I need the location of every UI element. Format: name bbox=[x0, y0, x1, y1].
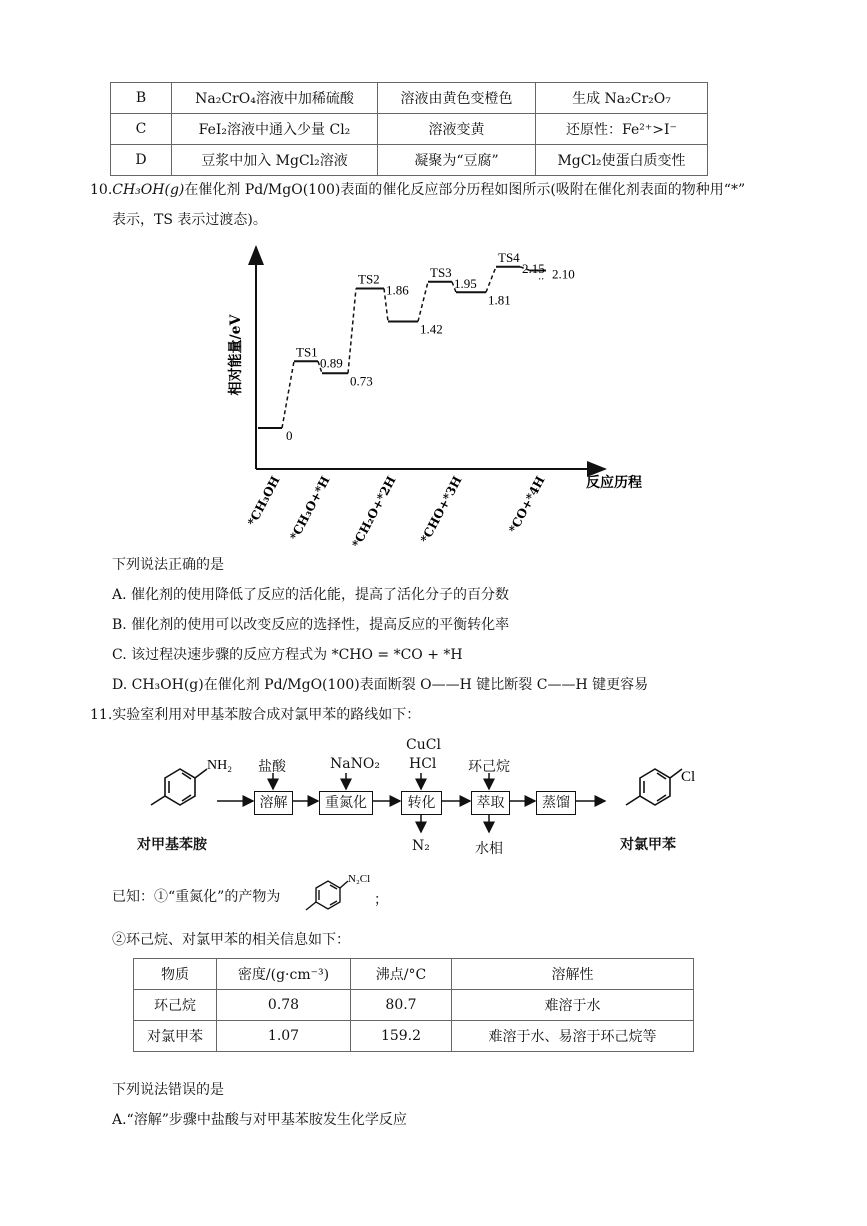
value-label-7: 2.15 bbox=[522, 260, 545, 276]
reagent-hcl: HCl bbox=[409, 756, 437, 772]
cell-r2-density: 1.07 bbox=[217, 1021, 351, 1052]
value-label-0: 0 bbox=[286, 428, 293, 443]
properties-table bbox=[133, 958, 694, 1052]
q11-stem bbox=[90, 705, 420, 725]
step-dissolve-box: 溶解 bbox=[254, 791, 293, 815]
x-axis-label: 反应历程 bbox=[586, 475, 642, 491]
x-category-2: *CH₂O+*2H bbox=[349, 473, 399, 551]
q10-stem-line2: 表示，TS 表示过渡态)。 bbox=[112, 212, 267, 228]
concl-c: 还原性：Fe²⁺>I⁻ bbox=[536, 114, 708, 145]
x-category-0: *CH₃OH bbox=[244, 473, 283, 529]
th-substance: 物质 bbox=[134, 959, 217, 990]
concl-b: 生成 Na₂Cr₂O₇ bbox=[536, 83, 708, 114]
concl-d: MgCl₂使蛋白质变性 bbox=[536, 145, 708, 176]
value-label-4: 1.42 bbox=[420, 321, 443, 337]
ts-label-0: TS1 bbox=[296, 344, 318, 360]
step-convert-box: 转化 bbox=[401, 791, 442, 815]
reagent-cyclohexane: 环己烷 bbox=[468, 759, 510, 775]
th-density: 密度/(g·cm⁻³) bbox=[217, 959, 351, 990]
dots-mark: ·· bbox=[538, 274, 545, 286]
opt-c: C bbox=[111, 114, 172, 145]
q11-number: 11. bbox=[90, 707, 113, 723]
exp-b: Na₂CrO₄溶液中加稀硫酸 bbox=[172, 83, 378, 114]
q10-option-c: C. 该过程决速步骤的反应方程式为 *CHO = *CO + *H bbox=[112, 647, 463, 663]
q10-option-a: A. 催化剂的使用降低了反应的活化能，提高了活化分子的百分数 bbox=[112, 587, 510, 603]
diazonium-group: N₂Cl bbox=[348, 873, 371, 885]
exp-c: FeI₂溶液中通入少量 Cl₂ bbox=[172, 114, 378, 145]
cell-r1-sol: 难溶于水 bbox=[452, 990, 694, 1021]
p-chlorotoluene-structure bbox=[626, 769, 682, 805]
energy-profile-chart bbox=[200, 235, 670, 555]
q10-stem-rest: 在催化剂 Pd/MgO(100)表面的催化反应部分历程如图所示(吸附在催化剂表面的物种用“*” bbox=[184, 182, 746, 198]
phen-b: 溶液由黄色变橙色 bbox=[378, 83, 536, 114]
known-2: ②环己烷、对氯甲苯的相关信息如下： bbox=[112, 932, 350, 948]
step-distill-box: 蒸馏 bbox=[536, 791, 576, 815]
output-aqueous: 水相 bbox=[475, 841, 503, 857]
chloro-group: Cl bbox=[681, 769, 696, 785]
x-category-1: *CH₃O+*H bbox=[287, 473, 333, 543]
ts-label-2: TS3 bbox=[430, 264, 452, 280]
reagent-cucl: CuCl bbox=[406, 737, 441, 753]
value-label-5: 1.95 bbox=[454, 275, 477, 291]
q10-prompt: 下列说法正确的是 bbox=[112, 557, 224, 573]
connector-3 bbox=[348, 289, 356, 374]
phen-d: 凝聚为“豆腐” bbox=[378, 145, 536, 176]
ts-label-3: TS4 bbox=[498, 249, 520, 265]
step-diazotize-box: 重氮化 bbox=[319, 791, 373, 815]
cell-r2-sol: 难溶于水、易溶于环己烷等 bbox=[452, 1021, 694, 1052]
cell-r2-bp: 159.2 bbox=[351, 1021, 452, 1052]
value-label-6: 1.81 bbox=[488, 292, 511, 308]
p-methylaniline-structure bbox=[151, 769, 207, 805]
reagent-hcl-acid: 盐酸 bbox=[258, 759, 286, 775]
value-label-1: 0.89 bbox=[320, 355, 343, 371]
known-1-text: 已知：①“重氮化”的产物为 bbox=[112, 889, 281, 905]
y-axis-label: 相对能量/eV bbox=[228, 314, 244, 396]
q10-number: 10. bbox=[90, 182, 113, 198]
q11-stem-text: 实验室利用对甲基苯胺合成对氯甲苯的路线如下： bbox=[112, 707, 421, 723]
cell-r1-bp: 80.7 bbox=[351, 990, 452, 1021]
q11-prompt: 下列说法错误的是 bbox=[112, 1082, 224, 1098]
value-label-8: 2.10 bbox=[552, 266, 575, 282]
reagent-nano2: NaNO₂ bbox=[330, 756, 380, 772]
q11-option-a: A.“溶解”步骤中盐酸与对甲基苯胺发生化学反应 bbox=[112, 1112, 407, 1128]
opt-d: D bbox=[111, 145, 172, 176]
cell-r2-name: 对氯甲苯 bbox=[134, 1021, 217, 1052]
connector-1 bbox=[282, 361, 294, 428]
options-table bbox=[110, 82, 708, 176]
ts-label-1: TS2 bbox=[358, 271, 380, 287]
x-category-3: *CHO+*3H bbox=[417, 473, 465, 546]
cell-r1-density: 0.78 bbox=[217, 990, 351, 1021]
exp-d: 豆浆中加入 MgCl₂溶液 bbox=[172, 145, 378, 176]
q10-stem-line1 bbox=[90, 180, 745, 200]
q10-option-b: B. 催化剂的使用可以改变反应的选择性，提高反应的平衡转化率 bbox=[112, 617, 510, 633]
known-1-suffix: ； bbox=[374, 892, 388, 908]
output-n2: N₂ bbox=[412, 838, 430, 854]
step-extract-box: 萃取 bbox=[471, 791, 510, 815]
connector-7 bbox=[486, 267, 496, 293]
x-category-4: *CO+*4H bbox=[506, 473, 548, 536]
th-solubility: 溶解性 bbox=[452, 959, 694, 990]
value-label-3: 1.86 bbox=[386, 282, 409, 298]
amine-group: NH₂ bbox=[207, 758, 233, 773]
connector-5 bbox=[418, 282, 428, 322]
q10-formula: CH₃OH(g) bbox=[112, 182, 185, 198]
th-bp: 沸点/°C bbox=[351, 959, 452, 990]
known-1 bbox=[112, 887, 280, 907]
opt-b: B bbox=[111, 83, 172, 114]
start-compound-name: 对甲基苯胺 bbox=[137, 837, 207, 853]
q10-option-d: D. CH₃OH(g)在催化剂 Pd/MgO(100)表面断裂 O——H 键比断裂 C——H 键更容易 bbox=[112, 677, 649, 693]
phen-c: 溶液变黄 bbox=[378, 114, 536, 145]
diazonium-structure bbox=[298, 868, 378, 920]
end-compound-name: 对氯甲苯 bbox=[620, 837, 676, 853]
cell-r1-name: 环己烷 bbox=[134, 990, 217, 1021]
value-label-2: 0.73 bbox=[350, 373, 373, 389]
